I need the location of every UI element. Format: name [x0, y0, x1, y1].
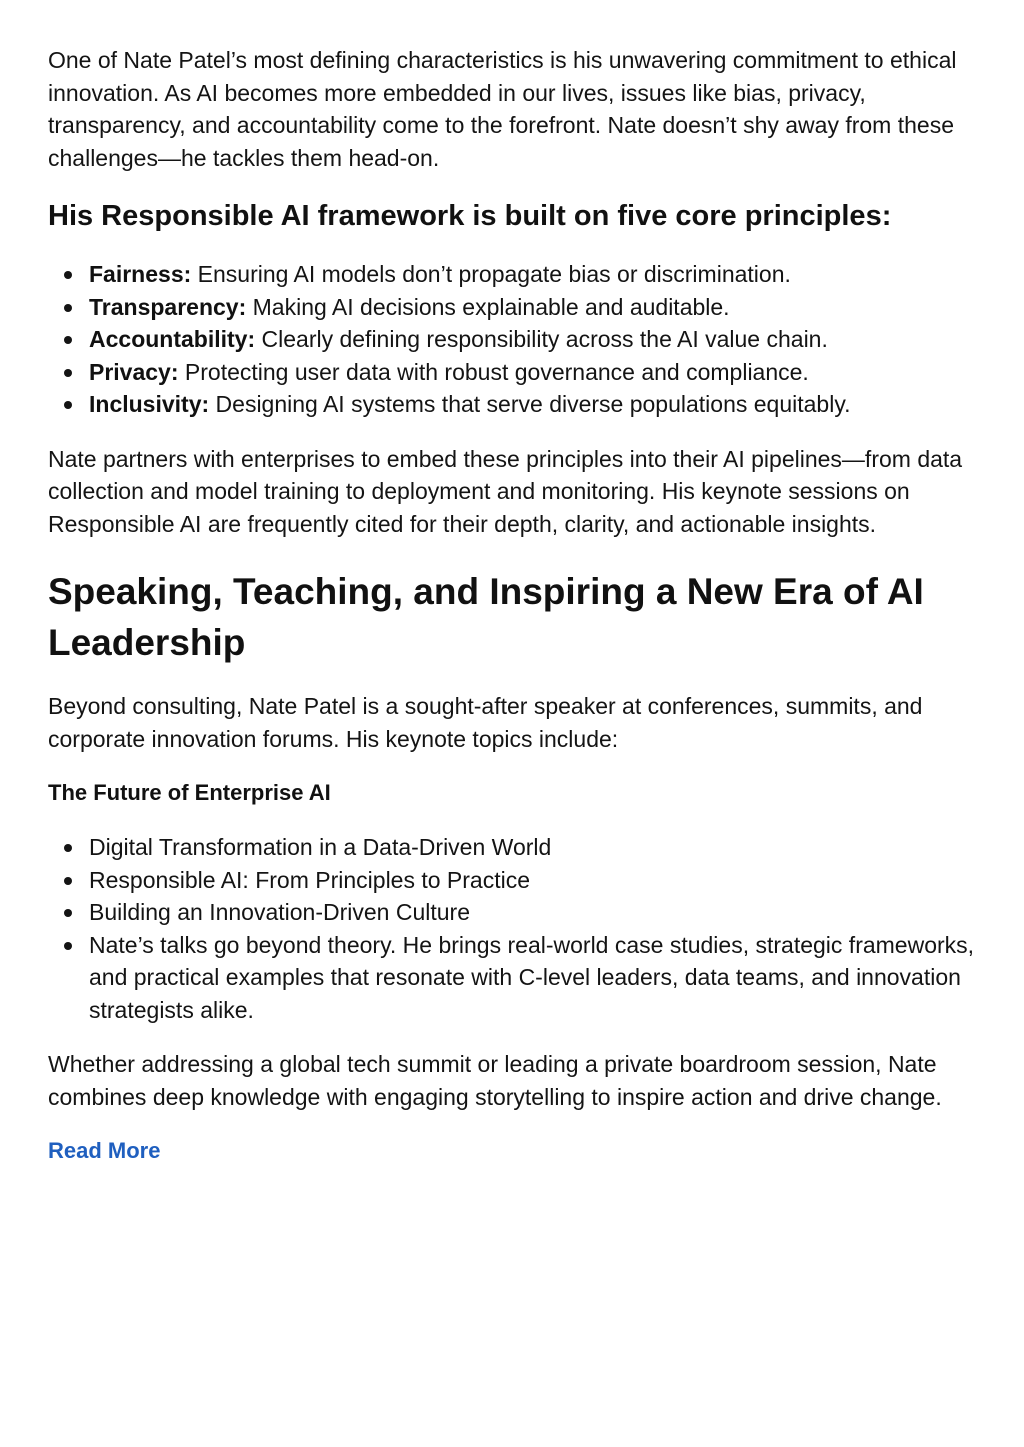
list-item-topic [89, 896, 976, 929]
intro-paragraph: One of Nate Patel’s most defining characteristics is his unwavering commitment to ethical innovation. As AI becomes more embedded in our lives, issues like bias, privacy, transparency, and accountability come to the forefront. Nate doesn’t shy away from these challenges—he tackles them head-on. [48, 47, 957, 171]
closing-paragraph: Whether addressing a global tech summit or leading a private boardroom session, Nate combines deep knowledge with engaging storytelling to inspire action and drive change. [48, 1051, 942, 1110]
principle-text: Making AI decisions explainable and auditable. [246, 293, 730, 320]
principle-text: Clearly defining responsibility across the AI value chain. [255, 326, 828, 352]
topics-list [48, 831, 976, 1026]
read-more-link[interactable]: Read More [48, 1138, 161, 1163]
principle-term: Accountability: [89, 326, 256, 352]
speaking-paragraph: Beyond consulting, Nate Patel is a sought-after speaker at conferences, summits, and corporate innovation forums. His keynote topics include: [48, 693, 923, 752]
bullet-dot [64, 271, 72, 279]
principles-list [48, 258, 976, 421]
bullet-dot [64, 401, 72, 409]
list-item-topic [89, 929, 976, 1027]
topic-text: Nate’s talks go beyond theory. He brings real-world case studies, strategic frameworks, and practical examples that resonate with C-level leaders, data teams, and innovation strategists alike. [89, 931, 975, 1023]
principle-text: Ensuring AI models don’t propagate bias or discrimination. [191, 261, 791, 287]
principle-text: Designing AI systems that serve diverse populations equitably. [209, 391, 851, 417]
bullet-dot [64, 877, 72, 885]
principle-term: Fairness: [89, 261, 192, 287]
list-item-topic [89, 831, 976, 864]
bullet-dot [64, 369, 72, 377]
bullet-dot [64, 844, 72, 852]
topic-text: Digital Transformation in a Data-Driven World [89, 834, 552, 860]
topics-heading: The Future of Enterprise AI [48, 780, 331, 805]
principle-term: Inclusivity: [89, 391, 210, 417]
list-item-accountability [89, 323, 976, 356]
list-item-fairness [89, 258, 976, 291]
list-item-inclusivity [89, 388, 976, 421]
list-item-privacy [89, 356, 976, 389]
framework-heading: His Responsible AI framework is built on five core principles: [48, 200, 892, 232]
list-item-transparency [89, 291, 976, 324]
speaking-heading: Speaking, Teaching, and Inspiring a New Era of AI Leadership [48, 571, 924, 663]
principle-text: Protecting user data with robust governance and compliance. [178, 358, 809, 385]
topic-text: Responsible AI: From Principles to Practice [89, 866, 531, 893]
partners-paragraph: Nate partners with enterprises to embed these principles into their AI pipelines—from data collection and model training to deployment and monitoring. His keynote sessions on Responsible AI are frequently cited for their depth, clarity, and actionable insights. [48, 445, 963, 537]
bullet-dot [64, 336, 72, 344]
principle-term: Privacy: [89, 358, 179, 385]
topic-text: Building an Innovation-Driven Culture [89, 899, 470, 925]
bullet-dot [64, 942, 72, 950]
bullet-dot [64, 909, 72, 917]
bullet-dot [64, 304, 72, 312]
list-item-topic [89, 864, 976, 897]
principle-term: Transparency: [89, 293, 247, 320]
